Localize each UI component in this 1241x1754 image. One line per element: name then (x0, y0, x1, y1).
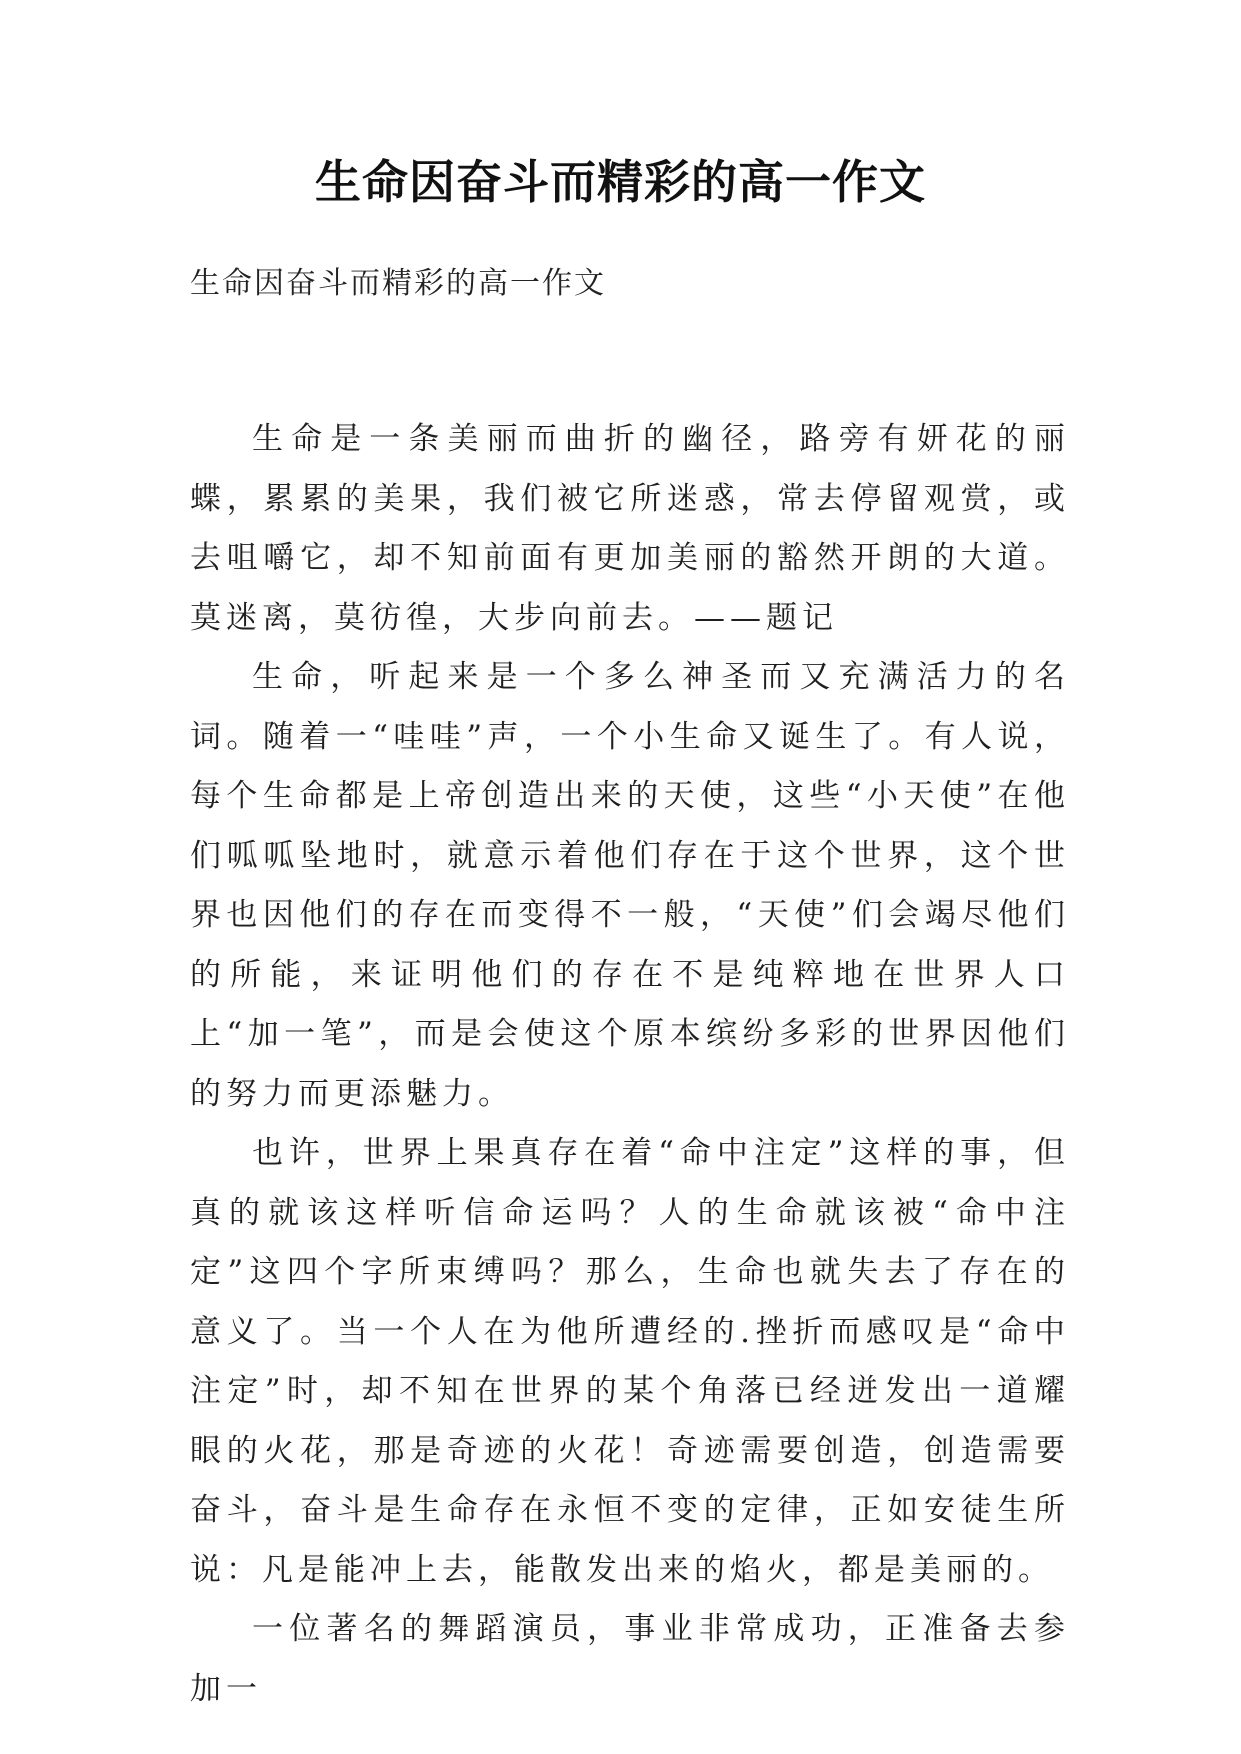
document-body (190, 410, 1070, 1719)
paragraph: 一位著名的舞蹈演员，事业非常成功，正准备去参加一 (190, 1611, 1070, 1707)
paragraph: 生命，听起来是一个多么神圣而又充满活力的名词。随着一“哇哇”声，一个小生命又诞生了。有人说，每个生命都是上帝创造出来的天使，这些“小天使”在他们呱呱坠地时，就意示着他们存在于这个世界，这个世界也因他们的存在而变得不一般，“天使”们会竭尽他们的所能，来证明他们的存在不是纯粹地在世界人口上“加一笔”，而是会使这个原本缤纷多彩的世界因他们的努力而更添魅力。 (190, 659, 1070, 1112)
paragraph: 生命是一条美丽而曲折的幽径，路旁有妍花的丽蝶，累累的美果，我们被它所迷惑，常去停留观赏，或去咀嚼它，却不知前面有更加美丽的豁然开朗的大道。莫迷离，莫彷徨，大步向前去。——题记 (190, 421, 1070, 636)
document-subtitle: 生命因奋斗而精彩的高一作文 (190, 266, 606, 301)
paragraph: 也许，世界上果真存在着“命中注定”这样的事，但真的就该这样听信命运吗？人的生命就该被“命中注定”这四个字所束缚吗？那么，生命也就失去了存在的意义了。当一个人在为他所遭经的.挫折而感叹是“命中注定”时，却不知在世界的某个角落已经迸发出一道耀眼的火花，那是奇迹的火花！奇迹需要创造，创造需要奋斗，奋斗是生命存在永恒不变的定律，正如安徒生所说：凡是能冲上去，能散发出来的焰火，都是美丽的。 (190, 1135, 1070, 1588)
document-title: 生命因奋斗而精彩的高一作文 (315, 155, 926, 209)
